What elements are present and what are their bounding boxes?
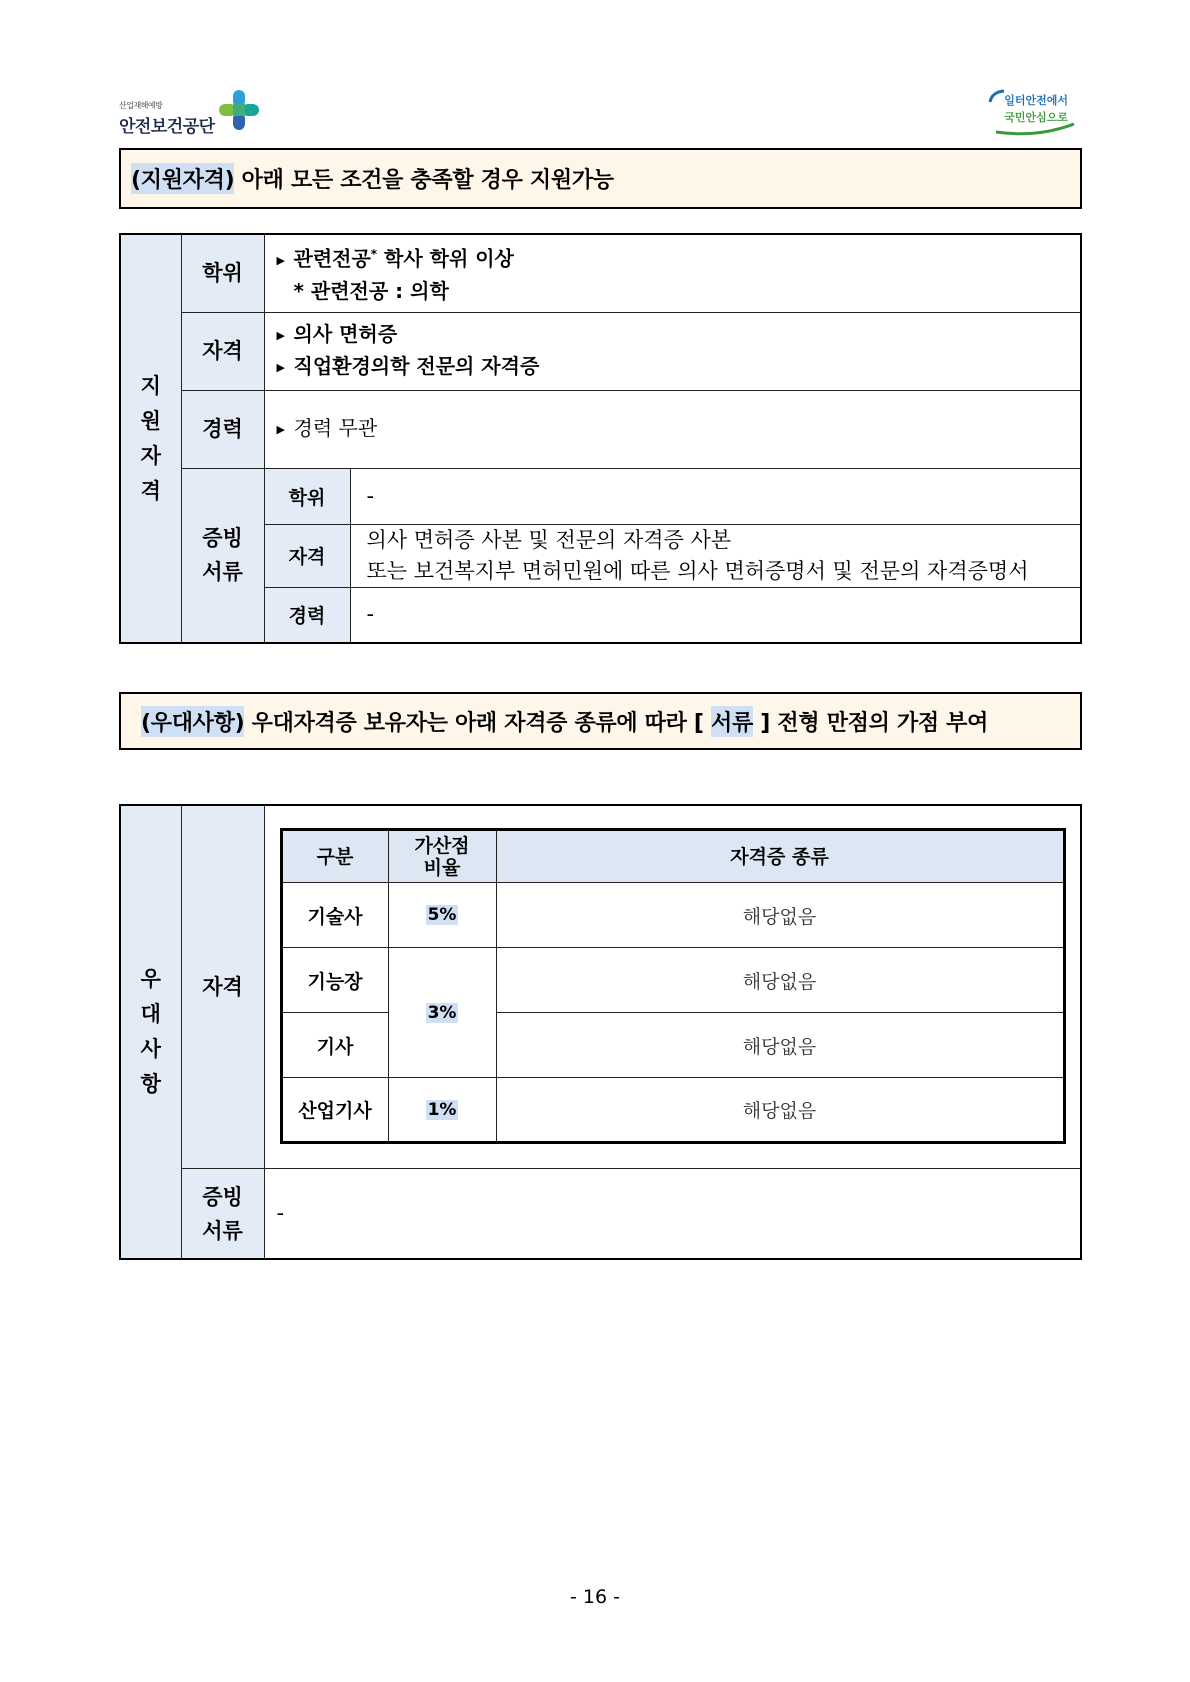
degree-label: 학위 xyxy=(181,234,264,312)
slogan-line1: 일터안전에서 xyxy=(1004,94,1068,107)
bullet-triangle-icon: ▶ xyxy=(276,361,285,374)
preferences-documents-value: - xyxy=(264,1169,1081,1259)
degree-requirement: ▶ 관련전공* 학사 학위 이상 * 관련전공 : 의학 xyxy=(264,234,1081,312)
bonus-kind: 해당없음 xyxy=(496,948,1064,1013)
qualifications-heading-text: 아래 모든 조건을 충족할 경우 지원가능 xyxy=(234,168,614,193)
bonus-category: 기사 xyxy=(281,1013,388,1078)
qualifications-heading-tag: (지원자격) xyxy=(131,163,234,194)
kosha-logo xyxy=(119,88,269,138)
documents-label: 증빙 서류 xyxy=(181,468,264,643)
doc-degree-label: 학위 xyxy=(264,468,350,524)
preferences-license-label: 자격 xyxy=(181,805,264,1169)
license-label: 자격 xyxy=(181,312,264,390)
bullet-triangle-icon: ▶ xyxy=(276,329,285,342)
license-requirement: ▶ 의사 면허증 ▶ 직업환경의학 전문의 자격증 xyxy=(264,312,1081,390)
bonus-kind: 해당없음 xyxy=(496,1013,1064,1078)
bonus-header-kind: 자격증 종류 xyxy=(496,830,1064,883)
bullet-triangle-icon: ▶ xyxy=(276,423,285,436)
preferences-side-label: 우 대 사 항 xyxy=(120,805,181,1259)
qualifications-side-label: 지 원 자 격 xyxy=(120,234,181,643)
bonus-kind: 해당없음 xyxy=(496,1078,1064,1143)
bonus-category: 산업기사 xyxy=(281,1078,388,1143)
bonus-header-category: 구분 xyxy=(281,830,388,883)
page-number: - 16 - xyxy=(570,1586,620,1608)
preferences-heading-highlight: 서류 xyxy=(711,706,753,737)
table-row xyxy=(281,883,1064,948)
doc-license-value: 의사 면허증 사본 및 전문의 자격증 사본 또는 보건복지부 면허민원에 따른 의사 면허증명서 및 전문의 자격증명서 xyxy=(350,524,1081,587)
slogan-logo xyxy=(982,88,1082,140)
bonus-category: 기술사 xyxy=(281,883,388,948)
table-row xyxy=(281,1078,1064,1143)
career-requirement: ▶ 경력 무관 xyxy=(264,390,1081,468)
slogan-line2: 국민안심으로 xyxy=(1004,111,1068,124)
table-row xyxy=(281,948,1064,1013)
preferences-documents-label: 증빙 서류 xyxy=(181,1169,264,1259)
doc-license-label: 자격 xyxy=(264,524,350,587)
logo-org-name: 안전보건공단 xyxy=(119,117,215,137)
bonus-ratio: 5% xyxy=(388,883,496,948)
bonus-ratio: 1% xyxy=(388,1078,496,1143)
preferences-heading: (우대사항) 우대자격증 보유자는 아래 자격증 종류에 따라 [ 서류 ] 전형 만점의 가점 부여 xyxy=(119,692,1082,750)
bonus-kind: 해당없음 xyxy=(496,883,1064,948)
logo-subtitle: 산업재해예방 xyxy=(119,101,163,110)
bullet-triangle-icon: ▶ xyxy=(276,254,285,268)
preferences-table xyxy=(119,804,1082,1260)
doc-degree-value: - xyxy=(350,468,1081,524)
bonus-ratio: 3% xyxy=(388,948,496,1078)
doc-career-label: 경력 xyxy=(264,587,350,643)
career-label: 경력 xyxy=(181,390,264,468)
degree-note: * 관련전공 : 의학 xyxy=(293,279,449,304)
bonus-category: 기능장 xyxy=(281,948,388,1013)
bonus-table xyxy=(280,828,1066,1144)
qualifications-heading xyxy=(119,148,1082,209)
bonus-table-cell xyxy=(264,805,1081,1169)
cross-logo-icon xyxy=(217,88,261,132)
doc-career-value: - xyxy=(350,587,1081,643)
bonus-header-ratio: 가산점 비율 xyxy=(388,830,496,883)
qualifications-table xyxy=(119,233,1082,644)
preferences-heading-tag: (우대사항) xyxy=(141,706,244,737)
